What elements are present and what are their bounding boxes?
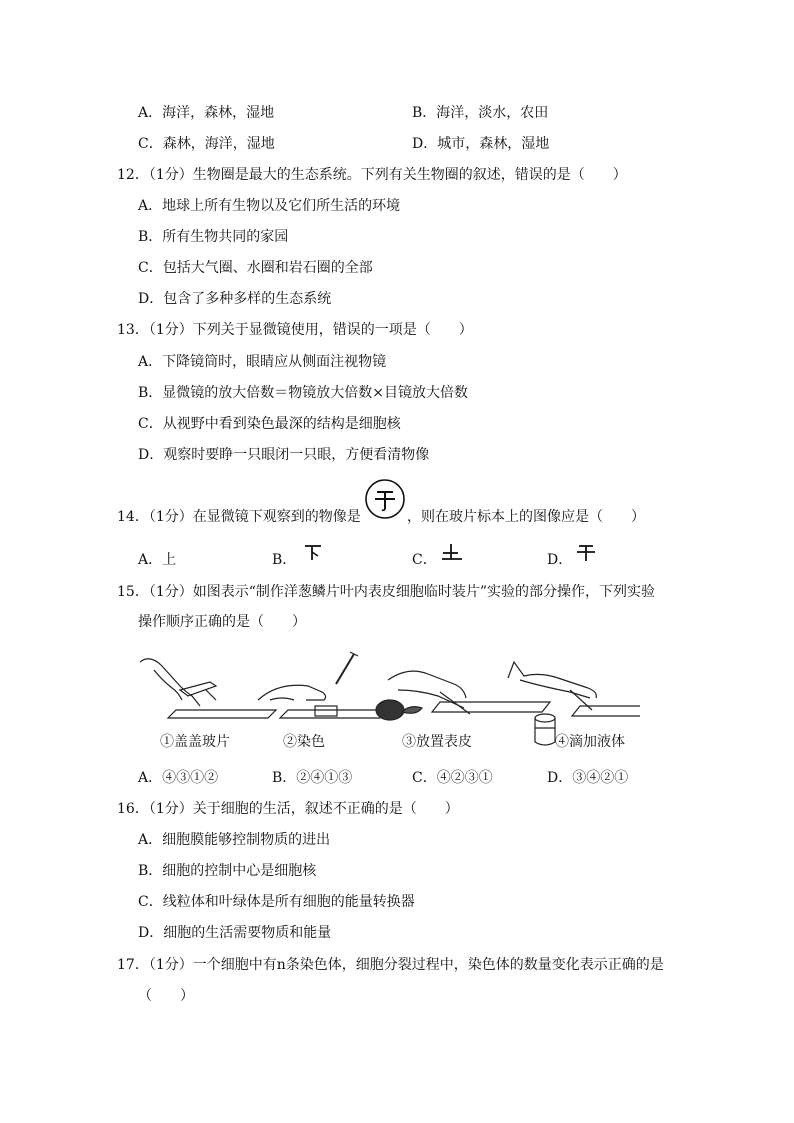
q17-stem-line1: 17．（1分）一个细胞中有n条染色体，细胞分裂过程中，染色体的数量变化表示正确的是 [117, 957, 664, 973]
q12-option-b: B．所有生物共同的家园 [138, 229, 289, 245]
q13-option-d: D．观察时要睁一只眼闭一只眼，方便看清物像 [138, 447, 430, 463]
q15-option-a: A．④③①② [138, 770, 219, 786]
q16-stem: 16．（1分）关于细胞的生活，叙述不正确的是（ ） [117, 801, 459, 817]
q17-stem-line2: （ ） [138, 988, 194, 1004]
q14-option-c-label: C． [412, 552, 437, 568]
q11-option-b: B．海洋，淡水，农田 [412, 105, 549, 121]
figure-caption-4: ④滴加液体 [555, 734, 625, 750]
q15-stem-line2: 操作顺序正确的是（ ） [138, 614, 306, 630]
figure-caption-1: ①盖盖玻片 [160, 734, 230, 750]
q14-option-d-label: D． [547, 552, 573, 568]
q16-option-d: D．细胞的生活需要物质和能量 [138, 925, 332, 941]
q14-stem-a: 14．（1分）在显微镜下观察到的物像是 [117, 509, 361, 525]
q14-option-c-image [440, 541, 464, 563]
microscope-view-image [364, 478, 406, 520]
q13-option-b: B．显微镜的放大倍数＝物镜放大倍数×目镜放大倍数 [138, 385, 469, 401]
q11-option-d: D．城市，森林，湿地 [412, 136, 550, 152]
step3-place-epidermis-drawing [376, 671, 550, 720]
q12-option-a: A．地球上所有生物以及它们所生活的环境 [138, 198, 401, 214]
q15-option-c: C．④②③① [412, 770, 493, 786]
q14-stem-b: ，则在玻片标本上的图像应是（ ） [407, 509, 645, 525]
step2-staining-drawing [258, 652, 388, 718]
q11-option-a: A．海洋，森林，湿地 [138, 105, 275, 121]
q13-option-c: C．从视野中看到染色最深的结构是细胞核 [138, 416, 401, 432]
q16-option-a: A．细胞膜能够控制物质的进出 [138, 832, 331, 848]
q13-option-a: A．下降镜筒时，眼睛应从侧面注视物镜 [138, 354, 387, 370]
q12-option-d: D．包含了多种多样的生态系统 [138, 291, 332, 307]
figure-caption-2: ②染色 [283, 734, 325, 750]
q12-stem: 12．（1分）生物圈是最大的生态系统。下列有关生物圈的叙述，错误的是（ ） [117, 167, 627, 183]
step1-coverslip-drawing [140, 659, 276, 718]
q16-option-b: B．细胞的控制中心是细胞核 [138, 863, 317, 879]
q14-option-b-label: B． [272, 552, 297, 568]
q16-option-c: C．线粒体和叶绿体是所有细胞的能量转换器 [138, 894, 415, 910]
q15-option-b: B．②④①③ [272, 770, 353, 786]
q13-stem: 13．（1分）下列关于显微镜使用，错误的一项是（ ） [117, 322, 473, 338]
q14-option-a: A．上 [138, 552, 177, 568]
q14-option-d-image [575, 542, 597, 564]
figure-caption-3: ③放置表皮 [402, 734, 472, 750]
q15-option-d: D．③④②① [547, 770, 629, 786]
q11-option-c: C．森林，海洋，湿地 [138, 136, 275, 152]
q15-stem-line1: 15．（1分）如图表示“制作洋葱鳞片叶内表皮细胞临时装片”实验的部分操作，下列实验 [117, 584, 656, 600]
q12-option-c: C．包括大气圈、水圈和岩石圈的全部 [138, 260, 373, 276]
q14-option-b-image [302, 542, 324, 564]
